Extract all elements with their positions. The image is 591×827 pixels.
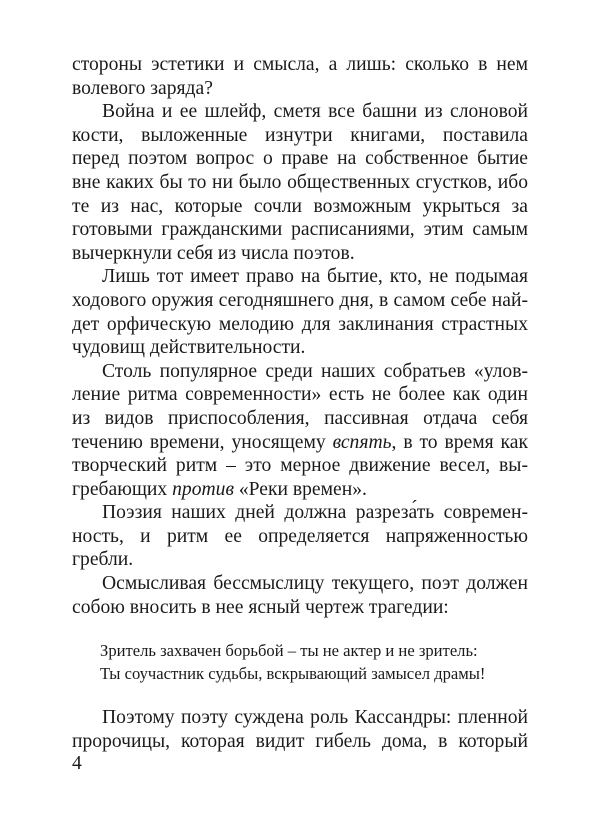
italic-word: вспять: [332, 431, 392, 453]
paragraph-7: [72, 706, 528, 753]
paragraph-6: [72, 572, 528, 619]
verse-quote: [72, 640, 528, 685]
text-line: [72, 478, 528, 502]
text-line: Столь популярное среди наших собратьев «улов-: [102, 360, 528, 382]
text-run: гребающих: [72, 478, 173, 500]
text-line: гребли.: [72, 549, 134, 571]
text-line: Лишь тот имеет право на бытие, кто, не подымая: [102, 266, 528, 288]
text-line: кости, выложенные изнутри книгами, поставила: [72, 124, 528, 146]
italic-word: против: [172, 478, 234, 500]
verse-line: Ты соучастник судьбы, вскрывающий замысел драмы!: [100, 663, 486, 683]
text-line: Поэтому поэту суждена роль Кассандры: пленной: [102, 707, 528, 729]
text-line: [72, 431, 528, 455]
text-line: собою вносить в нее ясный чертеж трагедии:: [72, 596, 449, 618]
paragraph-1: [72, 53, 528, 100]
text-line: ходового оружия сегодняшнего дня, в самом себе най-: [72, 289, 528, 311]
text-line: вычеркнули себя из числа поэтов.: [72, 242, 355, 264]
paragraph-5: [72, 501, 528, 572]
text-line: готовыми гражданскими расписаниями, этим самым: [72, 219, 528, 241]
text-line: ление ритма современности» есть не более как один: [72, 384, 528, 406]
text-line: вне каких бы то ни было общественных сгустков, ибо: [72, 171, 528, 193]
text-line: творческий ритм – это мерное движение весел, вы-: [72, 455, 528, 477]
text-line: Поэзия наших дней должна разреза́ть современ-: [102, 502, 528, 524]
text-line: Война и ее шлейф, сметя все башни из слоновой: [102, 101, 528, 123]
text-run: , в то время как: [391, 431, 528, 453]
text-line: пророчицы, которая видит гибель дома, в который: [72, 730, 528, 752]
text-line: ность, и ритм ее определяется напряженностью: [72, 525, 528, 547]
text-line: чудовищ действительности.: [72, 337, 306, 359]
text-line: Осмысливая бессмыслицу текущего, поэт должен: [102, 573, 528, 595]
paragraph-3: [72, 265, 528, 359]
text-run: «Реки времен».: [233, 478, 367, 500]
text-line: стороны эстетики и смысла, а лишь: сколько в нем: [72, 54, 528, 75]
page-body: [72, 53, 528, 753]
verse-line: Зритель захвачен борьбой – ты не актер и не зритель:: [100, 641, 478, 661]
text-line: перед поэтом вопрос о праве на собственное бытие: [72, 148, 528, 170]
paragraph-4: [72, 360, 528, 502]
page-number: 4: [72, 753, 82, 774]
text-run: течению времени, уносящему: [72, 431, 333, 453]
paragraph-2: [72, 100, 528, 265]
text-line: из видов приспособления, пассивная отдача себя: [72, 407, 528, 429]
text-line: волевого заряда?: [72, 77, 213, 99]
text-line: дет орфическую мелодию для заклинания страстных: [72, 313, 528, 335]
text-line: те из нас, которые сочли возможным укрыться за: [72, 195, 528, 217]
